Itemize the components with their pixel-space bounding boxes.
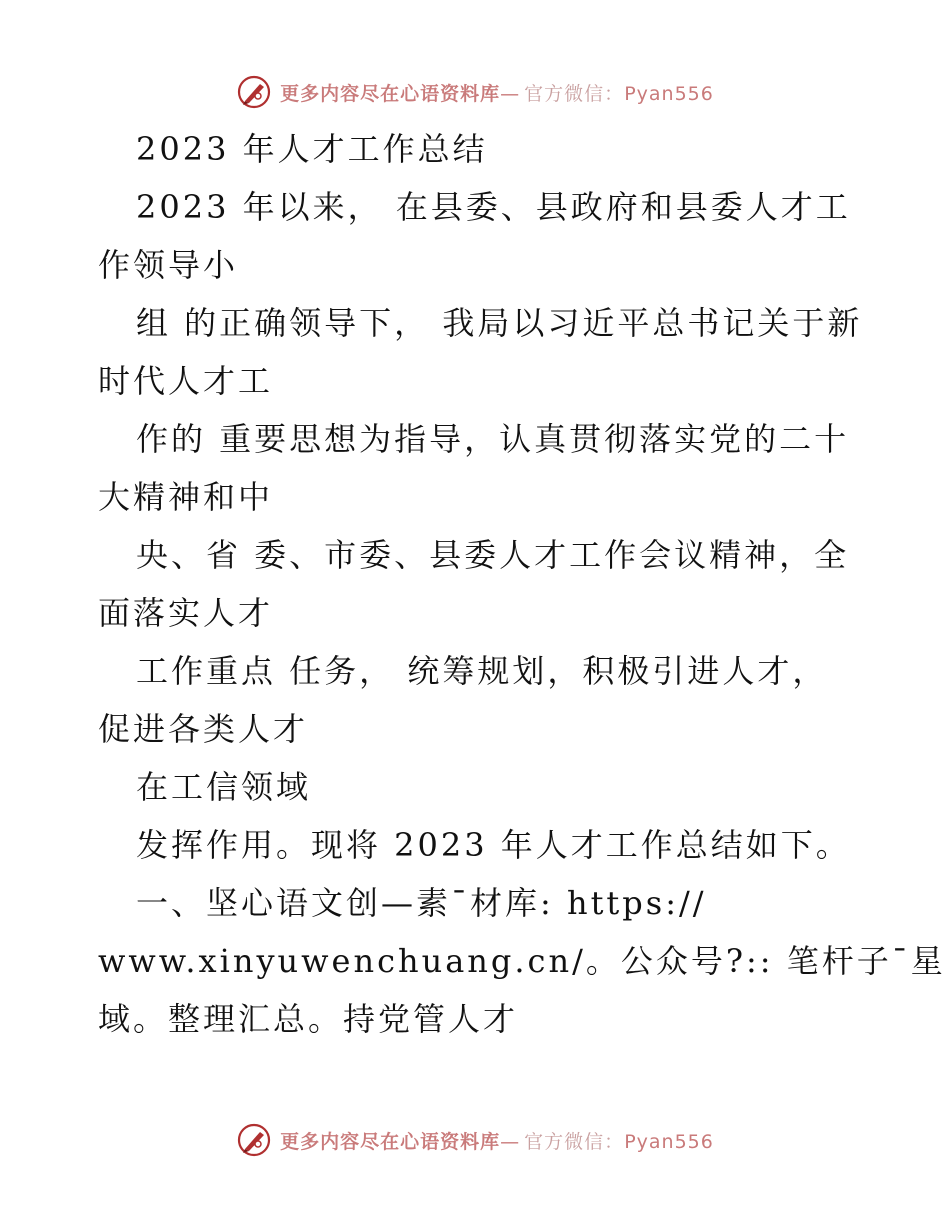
document-line: 域。整理汇总。持党管人才	[98, 1000, 519, 1038]
banner-text	[280, 79, 714, 106]
document-line: 作的 重要思想为指导，认真贯彻落实党的二十	[136, 420, 850, 458]
document-line: 促进各类人才	[98, 710, 309, 748]
banner-wechat-id: Pyan556	[624, 82, 714, 105]
header-banner	[0, 72, 950, 112]
banner-dash: —	[500, 82, 521, 105]
document-line: 发挥作用。现将 2023 年人才工作总结如下。	[136, 826, 851, 864]
document-line: 2023 年以来， 在县委、县政府和县委人才工	[136, 188, 851, 226]
document-line: 2023 年人才工作总结	[136, 130, 488, 168]
banner-text	[280, 1127, 714, 1154]
document-line: 工作重点 任务， 统筹规划，积极引进人才，	[136, 652, 828, 690]
document-line: 作领导小	[98, 246, 239, 284]
pen-logo-icon	[236, 74, 272, 110]
banner-wechat-id: Pyan556	[624, 1130, 714, 1153]
document-line: www.xinyuwenchuang.cn/。公众号?:: 笔杆子¯星	[98, 942, 946, 980]
banner-dash: —	[500, 1130, 521, 1153]
document-line: 大精神和中	[98, 478, 274, 516]
document-line: 组 的正确领导下， 我局以习近平总书记关于新	[136, 304, 863, 342]
document-line: 一、坚心语文创—素¯材库: https://	[136, 884, 707, 922]
pen-logo-icon	[236, 1122, 272, 1158]
document-line: 在工信领域	[136, 768, 312, 806]
banner-prefix: 更多内容尽在心语资料库	[280, 82, 501, 105]
footer-banner	[0, 1120, 950, 1160]
banner-wechat-label: 官方微信：	[524, 1130, 625, 1153]
document-body	[98, 120, 946, 1048]
banner-wechat-label: 官方微信：	[524, 82, 625, 105]
document-line: 面落实人才	[98, 594, 274, 632]
banner-prefix: 更多内容尽在心语资料库	[280, 1130, 501, 1153]
document-line: 时代人才工	[98, 362, 274, 400]
document-line: 央、省 委、市委、县委人才工作会议精神，全	[136, 536, 850, 574]
